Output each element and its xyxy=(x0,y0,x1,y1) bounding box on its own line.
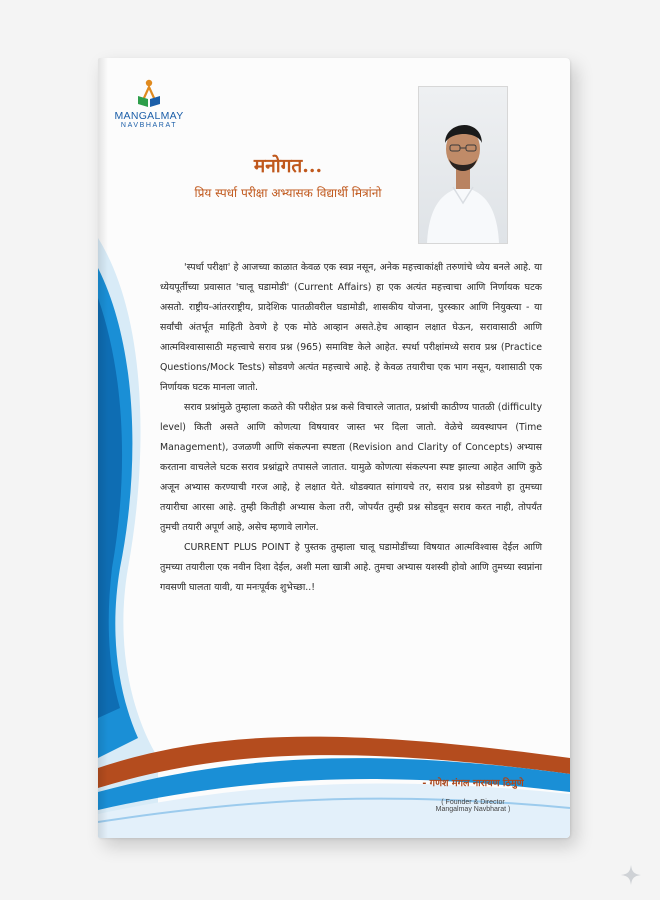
heading-block xyxy=(178,152,398,201)
book-cover xyxy=(98,58,570,838)
sparkle-icon xyxy=(620,864,642,886)
paragraph-3: CURRENT PLUS POINT हे पुस्तक तुम्हाला चालू घडामोडींच्या विषयात आत्मविश्वास देईल आणि तुमच्या तयारीला एक नवीन दिशा देईल, अशी मला खात्री आहे. तुमचा अभ्यास यशस्वी होवो आणि तुमच्या स्वप्नांना गवसणी घालता यावी, या मनःपूर्वक शुभेच्छा..! xyxy=(160,542,542,593)
paragraph-2: सराव प्रश्नांमुळे तुम्हाला कळते की परीक्षेत प्रश्न कसे विचारले जातात, प्रश्नांची काठीण्य पातळी (difficulty level) किती असते आणि कोणत्या विषयावर जास्त भर दिला जातो. वेळेचे व्यवस्थापन (Time Management), उजळणी आणि संकल्पना स्पष्टता (Revision and Clarity of Concepts) अभ्यास करताना वाचलेले घटक सराव प्रश्नांद्वारे तपासले जातात. यामुळे कोणत्या संकल्पना स्पष्ट झाल्या आहेत आणि कुठे अजून अभ्यास करण्याची गरज आहे, हे लक्षात येते. थोडक्यात सांगायचे तर, सराव प्रश्न सोडवणे हा तुमच्या तयारीचा आरसा आहे. तुम्ही कितीही अभ्यास केला तरी, जोपर्यंत तुम्ही प्रश्न सोडवून सराव करत नाही, तोपर्यंत तुमची तयारी अपूर्ण आहे, असेच म्हणावे लागेल. xyxy=(160,402,542,533)
book-spine-shadow xyxy=(98,58,108,838)
signature-name: - गणेश मंगल नारायण ठिमुणे xyxy=(422,778,524,789)
page-subtitle: प्रिय स्पर्धा परीक्षा अभ्यासक विद्यार्थी मित्रांनो xyxy=(194,186,382,200)
logo-name: MANGALMAY xyxy=(114,110,184,122)
signature-block xyxy=(388,776,558,813)
author-portrait-icon xyxy=(419,87,507,243)
author-photo xyxy=(418,86,508,244)
signature-organization: Mangalmay Navbharat ) xyxy=(435,806,511,813)
foreword-text xyxy=(160,258,542,598)
paragraph-1: 'स्पर्धा परीक्षा' हे आजच्या काळात केवळ एक स्वप्न नसून, अनेक महत्त्वाकांक्षी तरुणांचे ध्येय बनले आहे. या ध्येयपूर्तीच्या प्रवासात 'चालू घडामोडी' (Current Affairs) हा एक अत्यंत महत्त्वाचा आणि निर्णायक घटक असतो. राष्ट्रीय-आंतरराष्ट्रीय, प्रादेशिक पातळीवरील घडामोडी, शासकीय योजना, पुरस्कार आणि नियुक्त्या - या सर्वांची अंतर्भूत माहिती ठेवणे हे एक मोठे आव्हान असते.हेच आव्हान लक्षात घेऊन, सरावासाठी आणि आत्मविश्वासासाठी महत्त्वाचे सराव प्रश्न (965) समाविष्ट केले आहेत. स्पर्धा परीक्षांमध्ये सराव प्रश्न (Practice Questions/Mock Tests) सोडवणे अत्यंत महत्त्वाचे आहे. हे केवळ तयारीचा एक भाग नसून, यशासाठी एक निर्णायक घटक मानला जातो. xyxy=(160,262,542,393)
book-person-logo-icon xyxy=(135,78,163,108)
logo-subname: NAVBHARAT xyxy=(120,122,178,129)
page-title: मनोगत... xyxy=(253,155,323,177)
signature-role: ( Founder & Director xyxy=(441,799,505,806)
brand-logo xyxy=(114,78,184,129)
